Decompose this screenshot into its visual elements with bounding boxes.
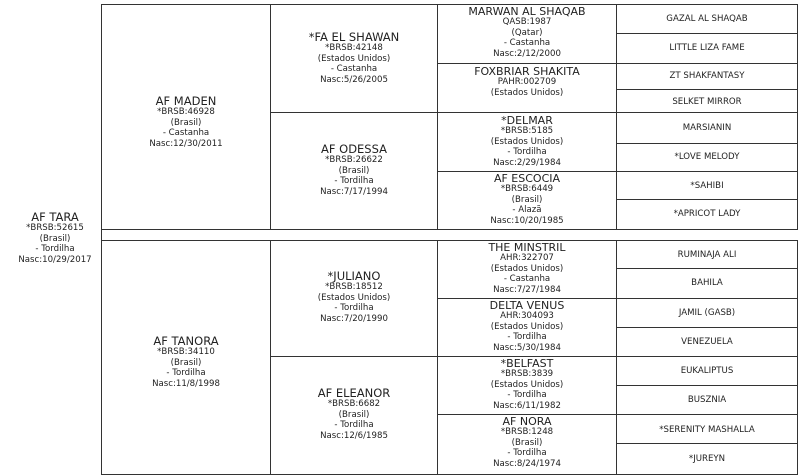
- gen4-horse: LITTLE LIZA FAME: [669, 43, 745, 53]
- grid-line: [270, 112, 798, 113]
- horse-name: DELTA VENUS: [489, 299, 565, 312]
- gen3-horse: FOXBRIAR SHAKITA PAHR:002709 (Estados Unidos): [438, 66, 616, 98]
- horse-name: AF NORA: [502, 415, 552, 428]
- horse-name: AF TANORA: [153, 334, 219, 348]
- horse-name: AF ODESSA: [321, 142, 387, 156]
- gen3-horse: THE MINSTRIL AHR:322707 (Estados Unidos) - Castanha Nasc:7/27/1984: [438, 242, 616, 295]
- gen4-horse: SELKET MIRROR: [672, 97, 742, 107]
- horse-name: *DELMAR: [501, 114, 553, 127]
- gen4-horse: *JUREYN: [688, 454, 726, 464]
- gen3-horse: *BELFAST *BRSB:3839 (Estados Unidos) - Tordilha Nasc:6/11/1982: [438, 358, 616, 411]
- grid-line: [101, 4, 798, 5]
- gen4-horse: *SERENITY MASHALLA: [659, 425, 755, 435]
- horse-name: *JULIANO: [327, 269, 381, 283]
- grid-line: [616, 268, 798, 269]
- gen2-horse: *FA EL SHAWAN *BRSB:42148 (Estados Unidos) - Castanha Nasc:5/26/2005: [271, 31, 437, 85]
- grid-line: [101, 229, 798, 230]
- horse-name: *BELFAST: [500, 357, 554, 370]
- horse-name: AF MADEN: [155, 94, 217, 108]
- gen4-horse: *SAHIBI: [690, 181, 724, 191]
- gen4-horse: JAMIL (GASB): [678, 308, 736, 318]
- grid-line: [437, 63, 798, 64]
- gen4-horse: MARSIANIN: [682, 123, 732, 133]
- subject-horse: AF TARA *BRSB:52615 (Brasil) - Tordilha Nasc:10/29/2017: [0, 211, 110, 265]
- grid-line: [101, 240, 798, 241]
- grid-line: [437, 171, 798, 172]
- grid-line: [616, 199, 798, 200]
- grid-line: [616, 327, 798, 328]
- grid-line: [616, 143, 798, 144]
- grid-line: [101, 474, 798, 475]
- grid-line: [616, 89, 798, 90]
- dam-horse: AF TANORA *BRSB:34110 (Brasil) - Tordilha Nasc:11/8/1998: [102, 335, 270, 389]
- sire-horse: AF MADEN *BRSB:46928 (Brasil) - Castanha Nasc:12/30/2011: [102, 95, 270, 149]
- gen4-horse: ZT SHAKFANTASY: [669, 71, 745, 81]
- gen4-horse: VENEZUELA: [681, 337, 733, 347]
- grid-line: [616, 4, 617, 229]
- horse-name: *FA EL SHAWAN: [308, 30, 400, 44]
- gen2-horse: *JULIANO *BRSB:18512 (Estados Unidos) - Tordilha Nasc:7/20/1990: [271, 270, 437, 324]
- grid-line: [616, 385, 798, 386]
- gen3-horse: DELTA VENUS AHR:304093 (Estados Unidos) - Tordilha Nasc:5/30/1984: [438, 300, 616, 353]
- grid-line: [616, 240, 617, 474]
- gen3-horse: MARWAN AL SHAQAB QASB:1987 (Qatar) - Castanha Nasc:2/12/2000: [438, 6, 616, 59]
- horse-name: AF ESCOCIA: [493, 172, 561, 185]
- gen4-horse: BUSZNIA: [687, 395, 727, 405]
- grid-line: [797, 4, 798, 229]
- gen4-horse: EUKALIPTUS: [680, 366, 734, 376]
- gen3-horse: AF ESCOCIA *BRSB:6449 (Brasil) - Alazã Nasc:10/20/1985: [438, 173, 616, 226]
- grid-line: [797, 240, 798, 474]
- horse-name: FOXBRIAR SHAKITA: [474, 65, 580, 78]
- gen4-horse: RUMINAJA ALI: [677, 250, 737, 260]
- gen4-horse: *APRICOT LADY: [673, 209, 741, 219]
- gen2-horse: AF ELEANOR *BRSB:6682 (Brasil) - Tordilha Nasc:12/6/1985: [271, 387, 437, 441]
- gen4-horse: BAHILA: [691, 278, 723, 288]
- gen3-horse: AF NORA *BRSB:1248 (Brasil) - Tordilha Nasc:8/24/1974: [438, 416, 616, 469]
- gen4-horse: *LOVE MELODY: [674, 152, 740, 162]
- horse-name: MARWAN AL SHAQAB: [468, 5, 586, 18]
- grid-line: [437, 414, 798, 415]
- grid-line: [616, 443, 798, 444]
- horse-name: THE MINSTRIL: [488, 241, 566, 254]
- gen3-horse: *DELMAR *BRSB:5185 (Estados Unidos) - Tordilha Nasc:2/29/1984: [438, 115, 616, 168]
- horse-name: AF TARA: [31, 210, 79, 224]
- gen4-horse: GAZAL AL SHAQAB: [666, 14, 748, 24]
- gen2-horse: AF ODESSA *BRSB:26622 (Brasil) - Tordilha Nasc:7/17/1994: [271, 143, 437, 197]
- horse-name: AF ELEANOR: [317, 386, 391, 400]
- grid-line: [616, 33, 798, 34]
